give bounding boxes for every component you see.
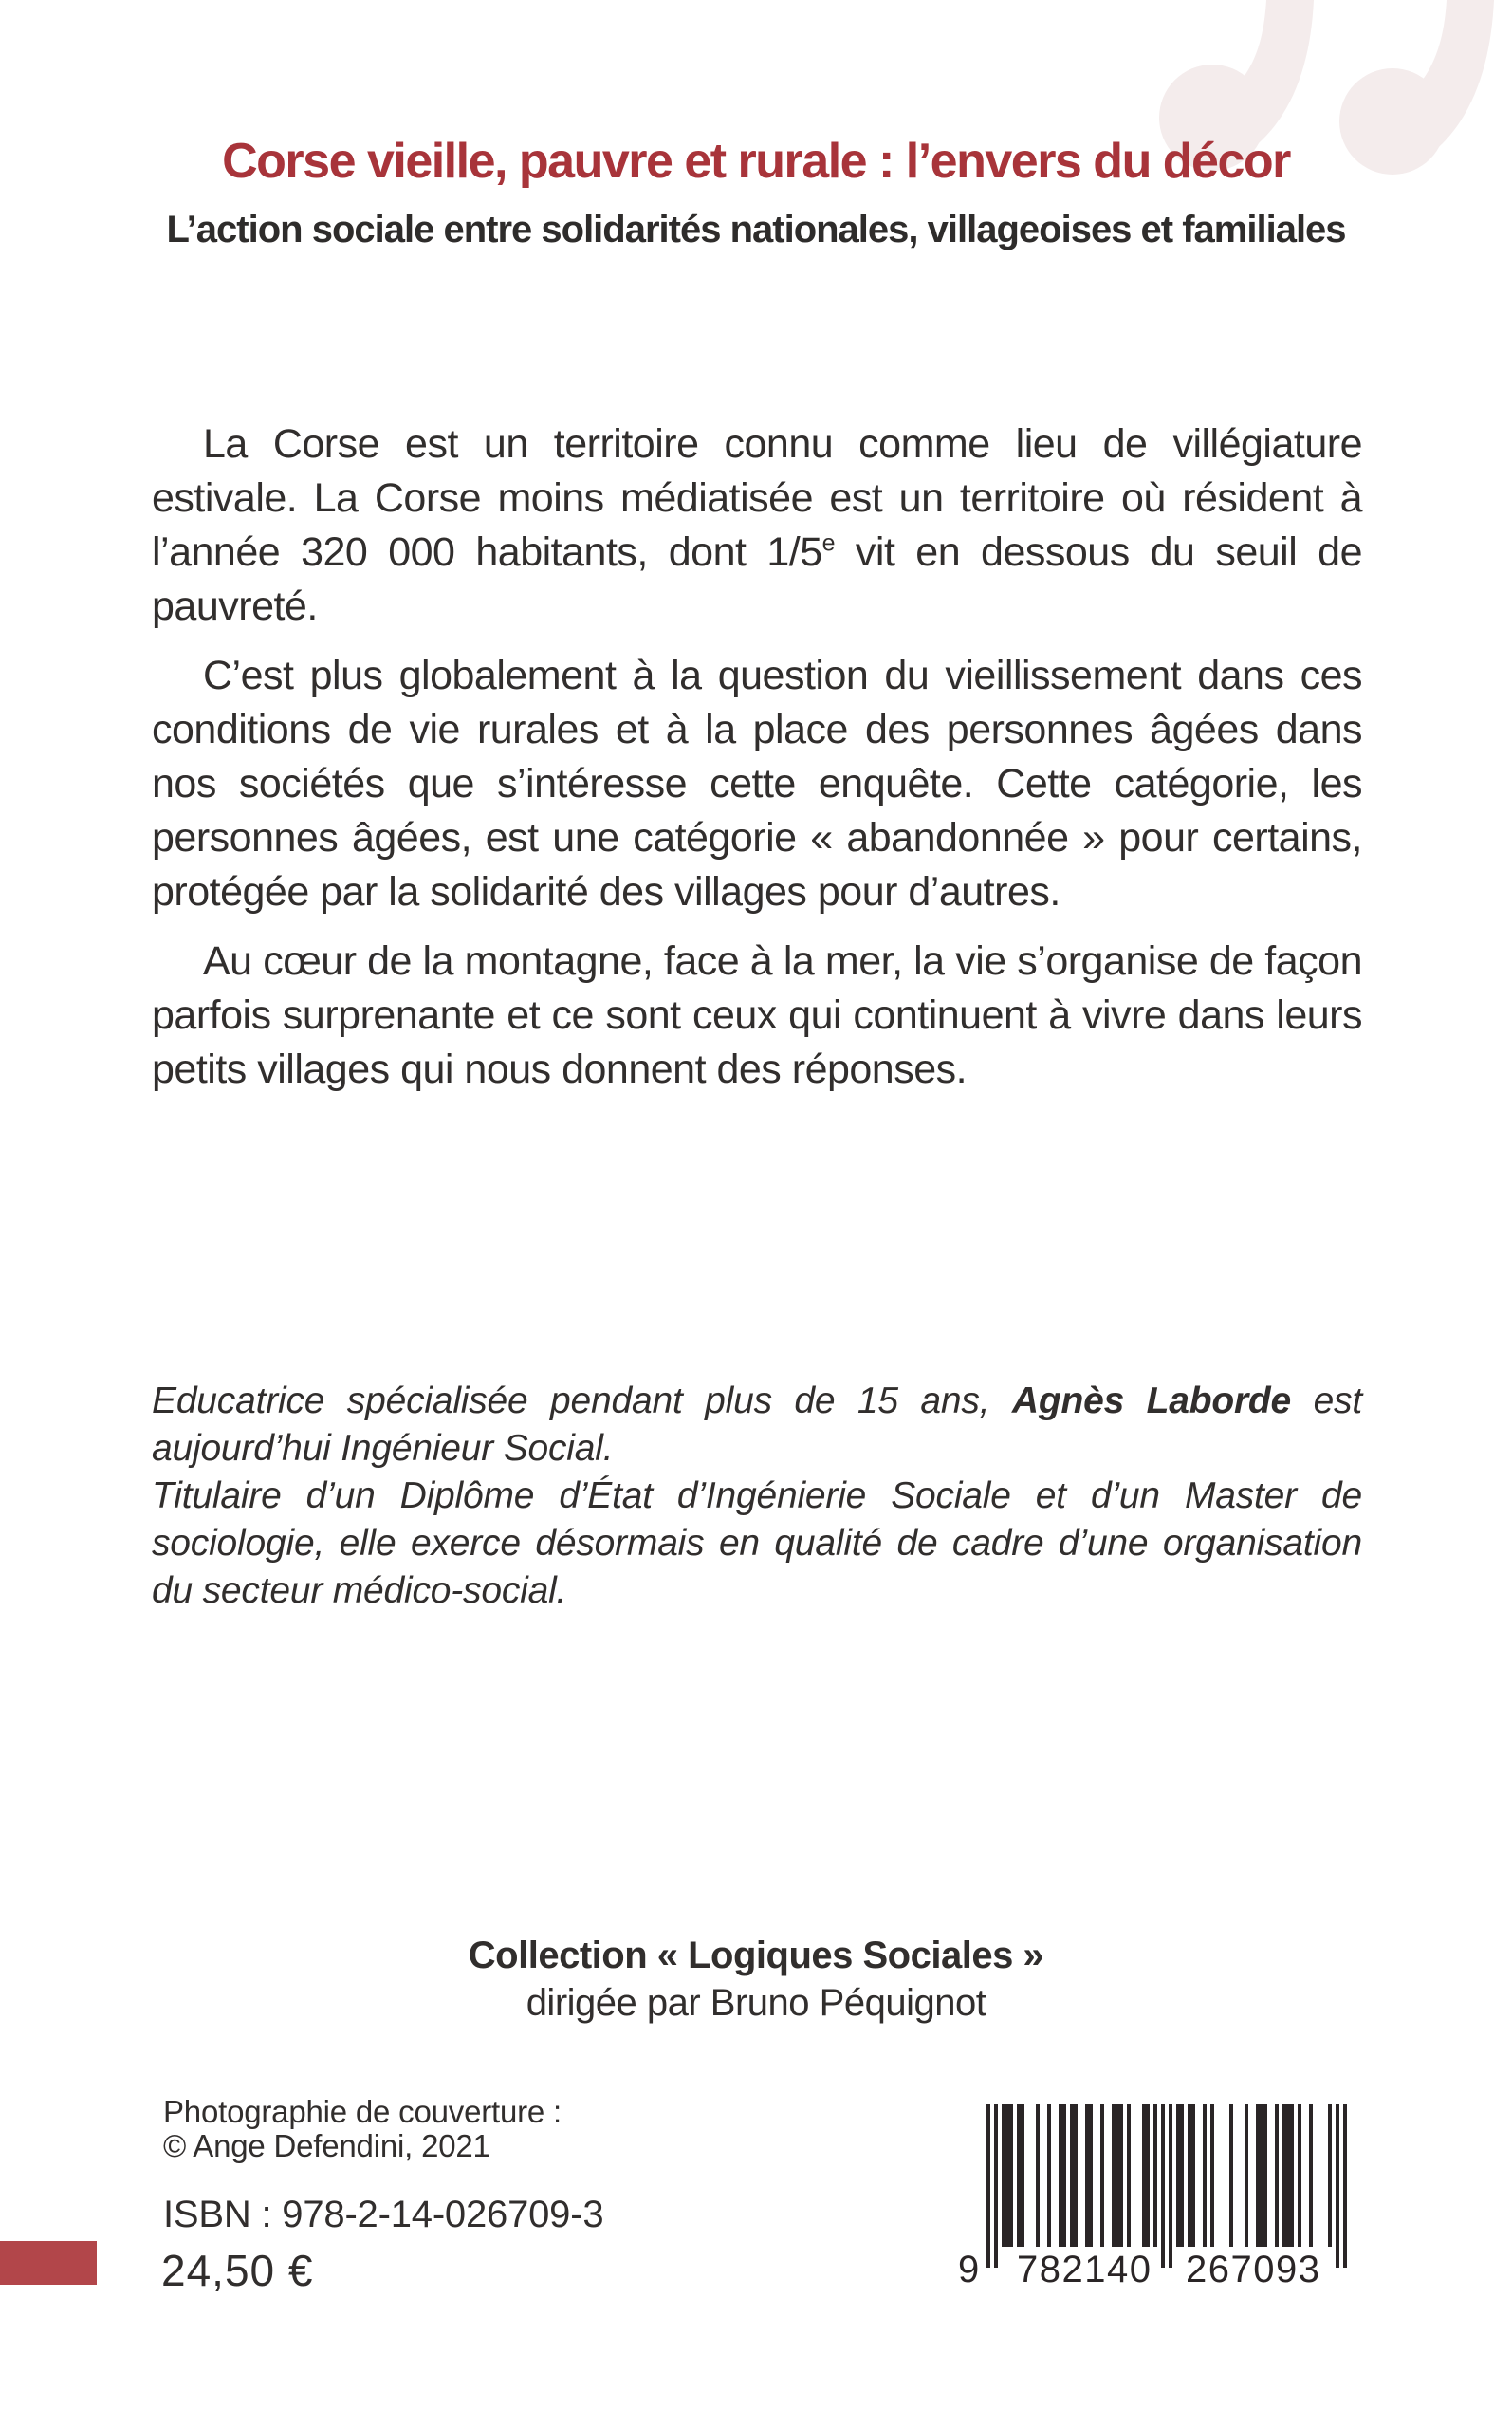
book-title: Corse vieille, pauvre et rurale : l’envers du décor [222,133,1290,189]
synopsis-p1-text: La Corse est un territoire connu comme lieu de villégiature estivale. La Corse moins médiatisée est un territoire où résident à l’année 320 000 habitants, dont 1/5 [152,421,1362,575]
synopsis-paragraph-1 [152,417,1362,634]
photo-credit-line-2: © Ange Defendini, 2021 [163,2128,490,2163]
collection-block [0,1932,1512,2027]
barcode-bars [986,2104,1347,2268]
synopsis-paragraph-2: C’est plus globalement à la question du vieillissement dans ces conditions de vie rurales et à la place des personnes âgées dans nos sociétés que s’intéresse cette enquête. Cette catégorie, les personnes âgées, est une catégorie « abandonnée » pour certains, protégée par la solidarité des villages pour d’autres. [152,653,1362,915]
bio-p1-end: est aujourd’hui Ingénieur Social. [152,1381,1362,1469]
synopsis-p1-end: vit en dessous du seuil de pauvreté. [152,529,1362,629]
price-text: 24,50 € [161,2246,314,2295]
ean13-barcode [949,2104,1366,2294]
barcode-right-group: 267093 [1186,2249,1321,2290]
superscript-e: e [821,529,835,557]
synopsis [152,417,1362,1112]
bio-paragraph-1 [152,1378,1362,1473]
barcode-digits [949,2249,1366,2294]
bio-paragraph-2: Titulaire d’un Diplôme d’État d’Ingénierie Sociale et d’un Master de sociologie, elle exerce désormais en qualité de cadre d’une organisation du secteur médico-social. [152,1475,1362,1611]
barcode-first-digit: 9 [958,2249,980,2290]
barcode-left-group: 782140 [1017,2249,1152,2290]
synopsis-paragraph-3: Au cœur de la montagne, face à la mer, la vie s’organise de façon parfois surprenante et ce sont ceux qui continuent à vivre dans leurs petits villages qui nous donnent des réponses. [152,938,1362,1092]
collection-name: Collection « Logiques Sociales » [468,1935,1044,1976]
accent-bar [0,2241,97,2285]
author-bio [152,1378,1362,1615]
bio-p1-start: Educatrice spécialisée pendant plus de 15 ans, [152,1381,1012,1421]
photo-credit-line-1: Photographie de couverture : [163,2094,562,2129]
author-name: Agnès Laborde [1011,1381,1292,1421]
collection-director: dirigée par Bruno Péquignot [526,1982,986,2024]
isbn-text: ISBN : 978-2-14-026709-3 [163,2194,604,2235]
book-subtitle: L’action sociale entre solidarités nationales, villageoises et familiales [166,209,1346,251]
photo-credit [163,2095,562,2163]
